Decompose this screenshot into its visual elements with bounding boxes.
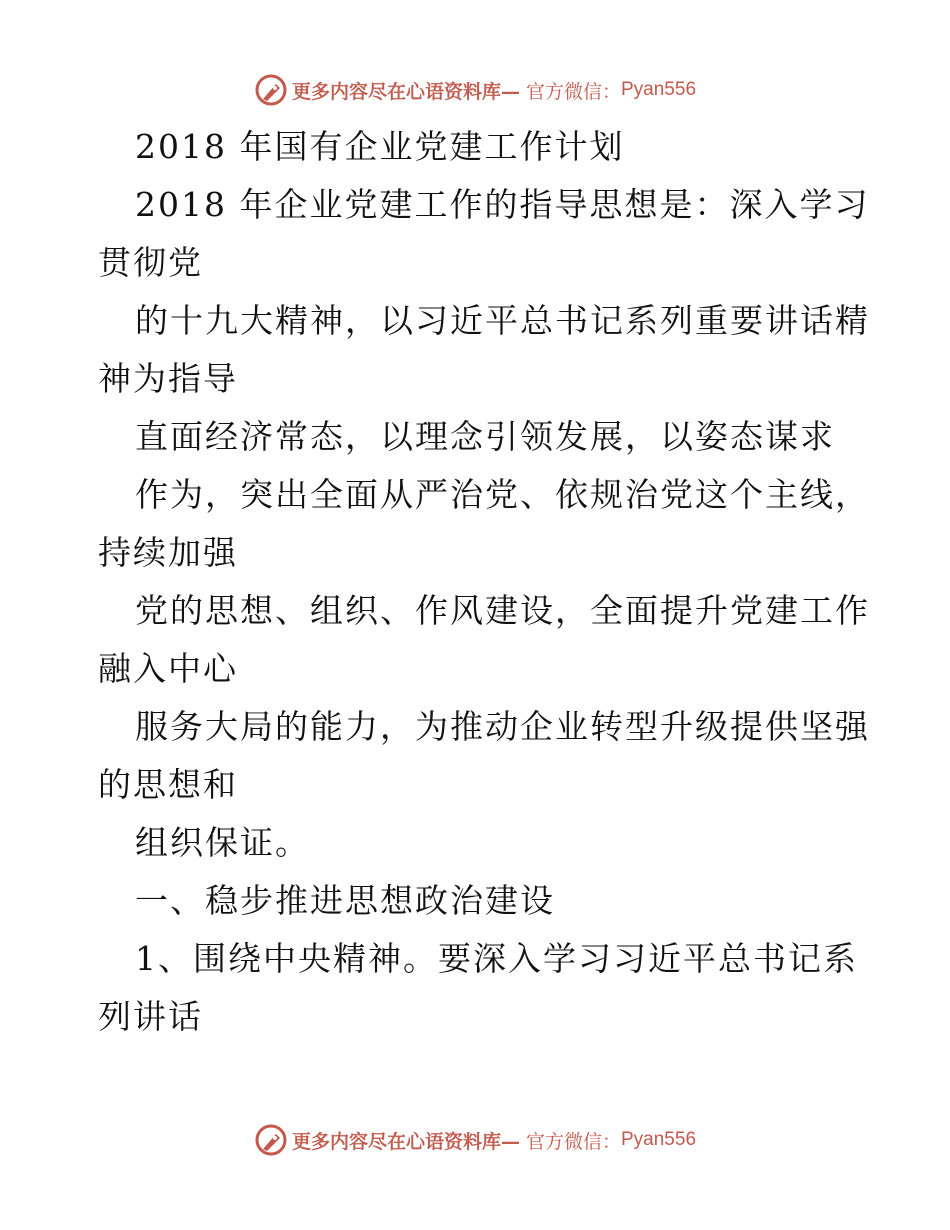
watermark-wechat-label: 官方微信： <box>525 1130 621 1153</box>
pen-nib-logo-icon <box>254 73 288 107</box>
text-line: 1、围绕中央精神。要深入学习习近平总书记系 <box>135 939 858 978</box>
pen-nib-logo-icon <box>254 1123 288 1157</box>
watermark-site-text: 更多内容尽在心语资料库— <box>291 80 520 103</box>
text-line: 2018 年国有企业党建工作计划 <box>135 127 625 166</box>
text-line: 2018 年企业党建工作的指导思想是：深入学习 <box>135 185 870 224</box>
text-line: 组织保证。 <box>135 823 310 862</box>
footer-watermark <box>0 1120 950 1160</box>
text-line: 贯彻党 <box>98 243 203 282</box>
text-line: 融入中心 <box>98 649 238 688</box>
watermark-site-text: 更多内容尽在心语资料库— <box>291 1130 520 1153</box>
text-line: 作为，突出全面从严治党、依规治党这个主线， <box>135 475 870 514</box>
text-line: 党的思想、组织、作风建设，全面提升党建工作 <box>135 591 870 630</box>
text-line: 的思想和 <box>98 765 238 804</box>
text-line: 神为指导 <box>98 359 238 398</box>
text-line: 服务大局的能力，为推动企业转型升级提供坚强 <box>135 707 870 746</box>
text-line: 持续加强 <box>98 533 238 572</box>
document-body <box>98 118 868 1046</box>
watermark-wechat-id: Pyan556 <box>621 1129 697 1150</box>
text-line: 一、稳步推进思想政治建设 <box>135 881 555 920</box>
text-line: 直面经济常态，以理念引领发展，以姿态谋求 <box>135 417 835 456</box>
text-line: 的十九大精神，以习近平总书记系列重要讲话精 <box>135 301 870 340</box>
watermark-wechat-id: Pyan556 <box>621 79 697 100</box>
watermark-wechat-label: 官方微信： <box>525 80 621 103</box>
header-watermark <box>0 70 950 110</box>
text-line: 列讲话 <box>98 997 203 1036</box>
